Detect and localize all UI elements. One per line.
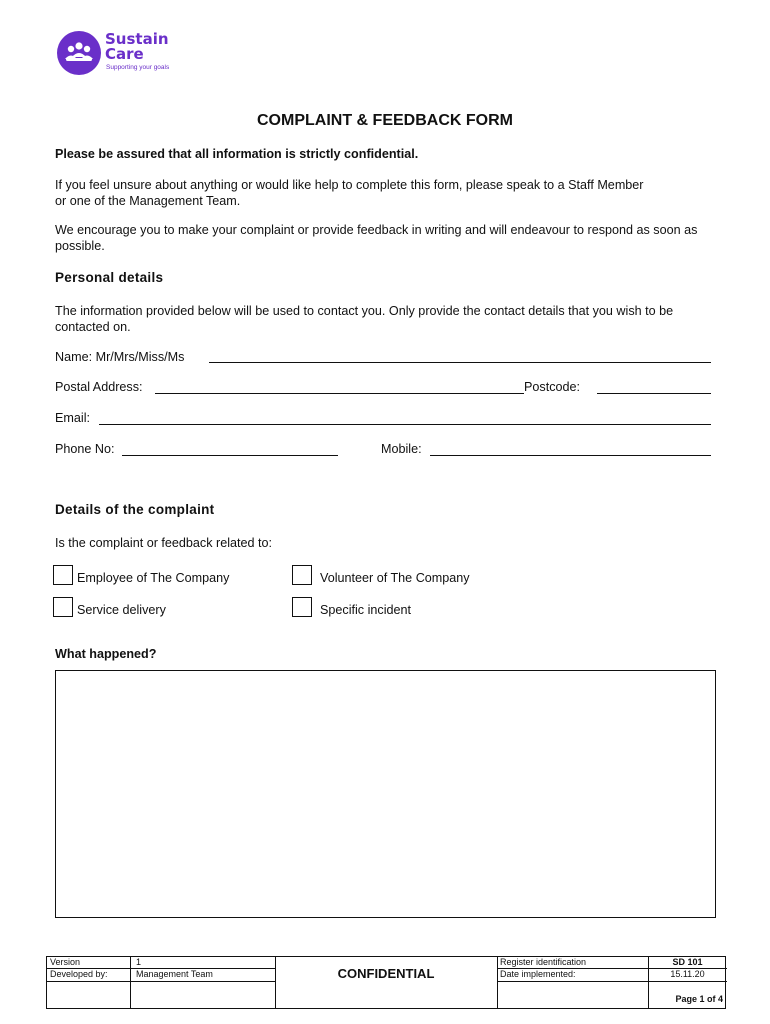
name-label: Name: Mr/Mrs/Miss/Ms [55, 350, 185, 364]
complaint-details-heading: Details of the complaint [55, 502, 215, 517]
specific-incident-option-label: Specific incident [320, 603, 412, 617]
register-identification-value: SD 101 [672, 957, 703, 967]
brand-tagline: Supporting your goals [106, 64, 170, 71]
encourage-text: We encourage you to make your complaint or provide feedback in writing and will endeavour to respond as soon as possible. [55, 223, 698, 253]
specific-incident-checkbox[interactable] [292, 597, 312, 617]
help-text: If you feel unsure about anything or would like help to complete this form, please speak to a Staff Member or one of the Management Team. [55, 178, 644, 208]
service-delivery-checkbox[interactable] [53, 597, 73, 617]
date-implemented-label: Date implemented: [500, 969, 576, 979]
document-footer-table [46, 956, 726, 1009]
personal-details-heading: Personal details [55, 270, 164, 285]
name-field[interactable] [209, 362, 711, 363]
confidential-label: CONFIDENTIAL [337, 966, 435, 981]
employee-option-label: Employee of The Company [77, 571, 230, 585]
what-happened-label: What happened? [55, 647, 157, 661]
brand-name-line1: Sustain [105, 30, 169, 48]
logo-icon [57, 31, 101, 75]
email-field[interactable] [99, 424, 711, 425]
developed-by-label: Developed by: [50, 969, 108, 979]
confidential-notice: Please be assured that all information is strictly confidential. [55, 147, 419, 161]
developed-by-value: Management Team [136, 969, 213, 979]
volunteer-checkbox[interactable] [292, 565, 312, 585]
postcode-field[interactable] [597, 393, 711, 394]
employee-checkbox[interactable] [53, 565, 73, 585]
page-number: Page 1 of 4 [675, 994, 723, 1004]
register-identification-label: Register identification [500, 957, 587, 967]
brand-name-line2: Care [105, 45, 144, 63]
postal-address-label: Postal Address: [55, 380, 143, 394]
date-implemented-value: 15.11.20 [670, 969, 705, 979]
what-happened-textarea[interactable] [55, 670, 716, 918]
phone-label: Phone No: [55, 442, 115, 456]
phone-field[interactable] [122, 455, 338, 456]
brand-name [105, 32, 169, 62]
form-title: COMPLAINT & FEEDBACK FORM [257, 112, 513, 129]
postcode-label: Postcode: [524, 380, 581, 394]
version-value: 1 [136, 957, 142, 967]
personal-details-description: The information provided below will be used to contact you. Only provide the contact details that you wish to be contacted on. [55, 304, 674, 334]
email-label: Email: [55, 411, 90, 425]
service-delivery-option-label: Service delivery [77, 603, 166, 617]
version-label: Version [50, 957, 81, 967]
complaint-question: Is the complaint or feedback related to: [55, 536, 273, 550]
mobile-field[interactable] [430, 455, 711, 456]
mobile-label: Mobile: [381, 442, 422, 456]
volunteer-option-label: Volunteer of The Company [320, 571, 470, 585]
postal-address-field[interactable] [155, 393, 524, 394]
